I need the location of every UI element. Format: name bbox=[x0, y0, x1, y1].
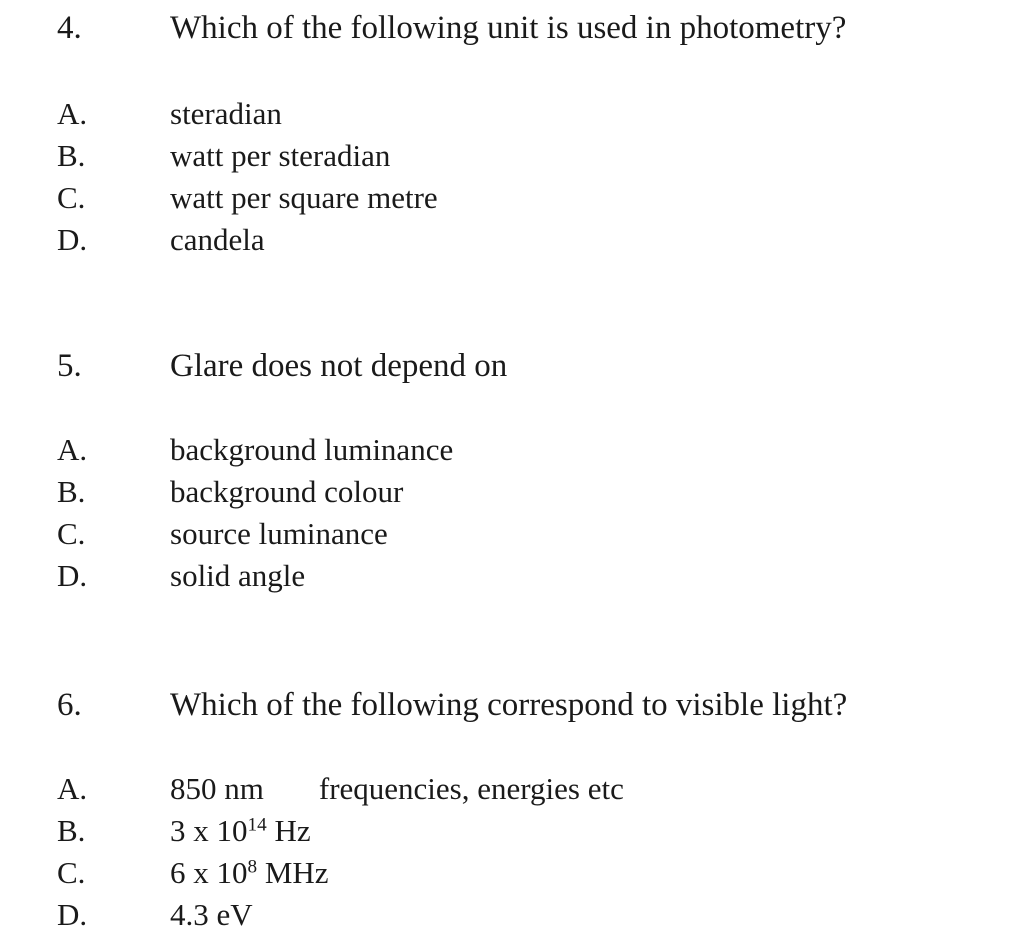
option-letter: D. bbox=[57, 222, 88, 257]
question-number: 5. bbox=[57, 348, 82, 384]
option-exponent: 14 bbox=[247, 814, 267, 836]
question-number: 6. bbox=[57, 687, 82, 723]
option-text: source luminance bbox=[170, 516, 388, 551]
option-text: background luminance bbox=[170, 432, 454, 467]
question-4-options bbox=[0, 93, 1024, 261]
option-b bbox=[0, 810, 1024, 852]
question-text: Which of the following unit is used in photometry? bbox=[170, 10, 847, 46]
option-d bbox=[0, 894, 1024, 936]
option-letter: B. bbox=[57, 474, 86, 509]
question-5 bbox=[0, 344, 1024, 388]
question-text: Glare does not depend on bbox=[170, 348, 508, 384]
option-exponent: 8 bbox=[247, 856, 258, 878]
option-base: 6 x 10 bbox=[170, 855, 248, 890]
option-base: 3 x 10 bbox=[170, 813, 248, 848]
option-value: 850 nm bbox=[170, 771, 264, 806]
option-b bbox=[0, 471, 1024, 513]
option-d bbox=[0, 555, 1024, 597]
option-text: steradian bbox=[170, 96, 282, 131]
option-note: frequencies, energies etc bbox=[318, 771, 624, 806]
question-number: 4. bbox=[57, 10, 82, 46]
option-letter: A. bbox=[57, 432, 88, 467]
option-letter: C. bbox=[57, 180, 86, 215]
option-a bbox=[0, 93, 1024, 135]
option-a bbox=[0, 768, 1024, 810]
option-c bbox=[0, 852, 1024, 894]
option-c bbox=[0, 177, 1024, 219]
question-4 bbox=[0, 6, 1024, 50]
option-c bbox=[0, 513, 1024, 555]
option-text bbox=[170, 810, 311, 852]
option-text: candela bbox=[170, 222, 265, 257]
option-text: watt per steradian bbox=[170, 138, 391, 173]
option-letter: C. bbox=[57, 516, 86, 551]
option-text: background colour bbox=[170, 474, 404, 509]
option-letter: A. bbox=[57, 96, 88, 131]
option-text: 4.3 eV bbox=[170, 897, 253, 932]
option-text: solid angle bbox=[170, 558, 306, 593]
option-letter: A. bbox=[57, 771, 88, 806]
option-letter: D. bbox=[57, 897, 88, 932]
question-text: Which of the following correspond to visible light? bbox=[170, 687, 848, 723]
option-letter: D. bbox=[57, 558, 88, 593]
question-6 bbox=[0, 683, 1024, 727]
option-text: watt per square metre bbox=[170, 180, 438, 215]
option-letter: C. bbox=[57, 855, 86, 890]
question-5-options bbox=[0, 429, 1024, 597]
option-a bbox=[0, 429, 1024, 471]
option-letter: B. bbox=[57, 813, 86, 848]
option-text bbox=[170, 852, 329, 894]
question-header bbox=[0, 344, 1024, 388]
option-unit: Hz bbox=[266, 813, 311, 848]
option-text bbox=[170, 768, 624, 810]
option-unit: MHz bbox=[257, 855, 329, 890]
question-header bbox=[0, 6, 1024, 50]
question-header bbox=[0, 683, 1024, 727]
option-letter: B. bbox=[57, 138, 86, 173]
question-6-options bbox=[0, 768, 1024, 936]
option-d bbox=[0, 219, 1024, 261]
option-b bbox=[0, 135, 1024, 177]
